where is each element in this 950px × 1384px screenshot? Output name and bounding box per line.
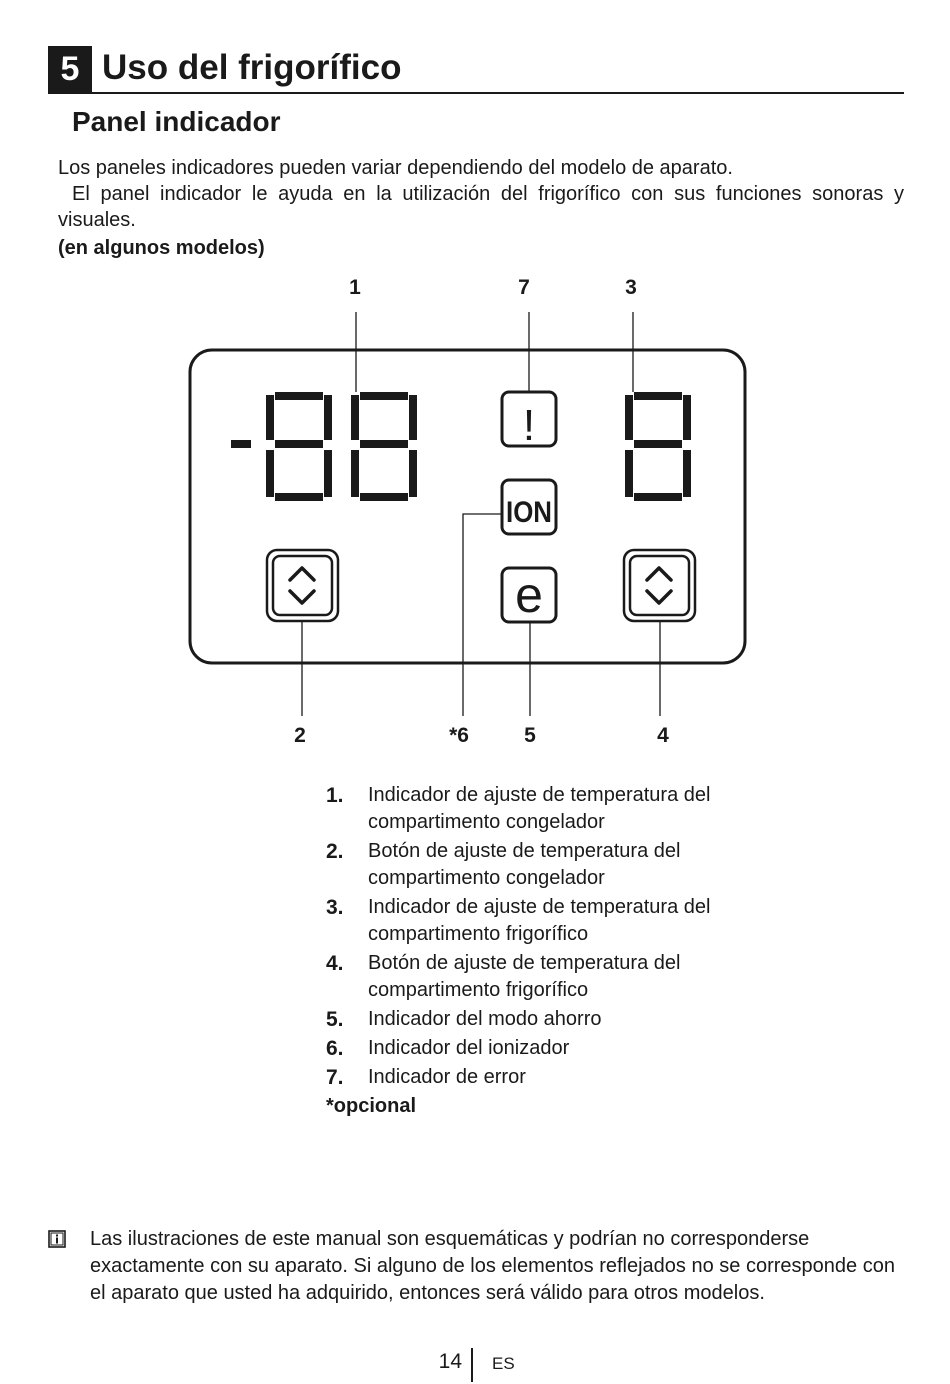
section-header	[48, 46, 904, 94]
callout-label-5: 5	[524, 724, 536, 747]
error-symbol: !	[522, 401, 536, 450]
legend-number: 7.	[326, 1066, 344, 1089]
legend-item	[326, 894, 786, 948]
legend-list	[326, 782, 786, 1120]
legend-text: Botón de ajuste de temperatura del compartimento congelador	[368, 840, 681, 889]
section-title: Uso del frigorífico	[102, 48, 402, 87]
page-footer	[0, 1344, 950, 1384]
legend-text: Botón de ajuste de temperatura del compartimento frigorífico	[368, 952, 681, 1001]
callout-label-2: 2	[294, 724, 306, 747]
legend-text: Indicador del ionizador	[368, 1037, 570, 1059]
legend-number: 6.	[326, 1037, 344, 1060]
error-icon	[502, 392, 556, 450]
legend-number: 3.	[326, 896, 344, 919]
section-number: 5	[48, 46, 92, 92]
callout-label-7: 7	[518, 276, 530, 299]
callout-label-6: *6	[449, 724, 469, 747]
optional-note: *opcional	[326, 1095, 417, 1117]
ion-icon	[502, 480, 556, 534]
models-note: (en algunos modelos)	[58, 237, 265, 259]
legend-item	[326, 838, 786, 892]
ion-symbol: ION	[506, 496, 552, 529]
legend-text: Indicador de ajuste de temperatura del compartimento congelador	[368, 784, 711, 833]
legend-number: 4.	[326, 952, 344, 975]
callout-label-3: 3	[625, 276, 637, 299]
legend-item	[326, 1006, 786, 1033]
intro-line-2: El panel indicador le ayuda en la utilización del frigorífico con sus funciones sonoras y visuales.	[58, 183, 904, 231]
legend-item	[326, 950, 786, 1004]
language-code: ES	[492, 1354, 515, 1373]
callout-label-1: 1	[349, 276, 361, 299]
legend-text: Indicador del modo ahorro	[368, 1008, 602, 1030]
note-text: Las ilustraciones de este manual son esquemáticas y podrían no corresponderse exactamente con su aparato. Si alguno de los elementos reflejados no se corresponde con el aparato que usted ha adquirido, entonces será válido para otros modelos.	[90, 1228, 895, 1304]
callout-label-4: 4	[657, 724, 669, 747]
info-icon	[48, 1230, 66, 1248]
page-number: 14	[438, 1350, 462, 1373]
eco-symbol: e	[515, 567, 543, 623]
footer-divider	[471, 1348, 473, 1382]
legend-number: 5.	[326, 1008, 344, 1031]
legend-text: Indicador de ajuste de temperatura del compartimento frigorífico	[368, 896, 711, 945]
legend-item	[326, 782, 786, 836]
subtitle: Panel indicador	[72, 106, 281, 137]
legend-text: Indicador de error	[368, 1066, 526, 1088]
legend-item	[326, 1064, 786, 1091]
freezer-temperature-button[interactable]	[267, 550, 338, 621]
legend-item	[326, 1035, 786, 1062]
eco-mode-icon	[502, 567, 556, 623]
fridge-temperature-button[interactable]	[624, 550, 695, 621]
callout-leader-lines	[302, 312, 660, 716]
legend-number: 2.	[326, 840, 344, 863]
intro-line-1: Los paneles indicadores pueden variar dependiendo del modelo de aparato.	[58, 157, 733, 179]
legend-number: 1.	[326, 784, 344, 807]
